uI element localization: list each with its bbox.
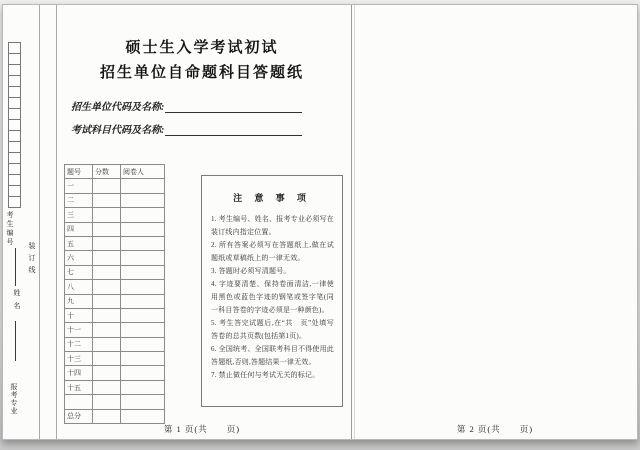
score-cell [93, 395, 121, 409]
score-cell [93, 251, 121, 265]
page-divider-line [351, 5, 352, 439]
score-cell [93, 294, 121, 308]
score-row [65, 409, 165, 423]
score-row [65, 323, 165, 337]
score-row [65, 208, 165, 222]
score-cell [93, 222, 121, 236]
score-col-header: 阅卷人 [121, 165, 165, 179]
score-col-header: 分数 [93, 165, 121, 179]
score-row [65, 395, 165, 409]
score-table-body [65, 179, 165, 424]
score-header-row [65, 165, 165, 179]
question-number-cell: 七 [65, 265, 93, 279]
score-row [65, 265, 165, 279]
question-number-cell: 十四 [65, 366, 93, 380]
score-row [65, 294, 165, 308]
question-number-cell: 九 [65, 294, 93, 308]
page-title: 硕士生入学考试初试 [125, 39, 279, 56]
name-label: 姓名 [13, 289, 21, 315]
admission-unit-field [71, 98, 302, 113]
score-cell [93, 337, 121, 351]
answer-sheet-spread [2, 4, 638, 440]
footer-page-2: 第 2 页(共 页) [456, 424, 534, 434]
notice-title: 注 意 事 项 [233, 193, 311, 203]
candidate-number-label: 考生编号 [6, 211, 14, 247]
score-row [65, 308, 165, 322]
notice-item: 4. 字迹要清楚、保持卷面清洁,一律使用黑色或蓝色字迹的钢笔或签字笔(同一科目答卷的字迹必须是一种颜色)。 [211, 280, 334, 314]
grader-cell [121, 308, 165, 322]
question-number-cell: 十五 [65, 380, 93, 394]
score-cell [93, 208, 121, 222]
grader-cell [121, 208, 165, 222]
name-fill-line [15, 321, 16, 361]
grader-cell [121, 337, 165, 351]
binding-rule-line-1 [39, 5, 40, 439]
question-number-cell: 十二 [65, 337, 93, 351]
grader-cell [121, 193, 165, 207]
question-number-cell: 六 [65, 251, 93, 265]
page-divider-shadow [354, 5, 355, 439]
notice-item: 3. 答题时必须写清题号。 [211, 267, 291, 275]
question-number-cell: 五 [65, 236, 93, 250]
notice-item: 5. 考生答完试题后,在“共 页”处填写答卷的总共页数(包括第1页)。 [211, 319, 334, 340]
score-row [65, 251, 165, 265]
grader-cell [121, 294, 165, 308]
question-number-cell: 十一 [65, 323, 93, 337]
question-number-cell: 三 [65, 208, 93, 222]
score-row [65, 366, 165, 380]
grader-cell [121, 236, 165, 250]
score-cell [93, 323, 121, 337]
candidate-number-box [8, 196, 21, 208]
question-number-cell: 二 [65, 193, 93, 207]
question-number-cell [65, 395, 93, 409]
footer-page-1: 第 1 页(共 页) [163, 424, 241, 434]
score-cell [93, 380, 121, 394]
admission-unit-fill-line [165, 102, 302, 113]
score-cell [93, 409, 121, 423]
candidate-number-fill-line [15, 248, 16, 286]
question-number-cell: 十 [65, 308, 93, 322]
candidate-number-box-grid [8, 43, 21, 208]
page-subtitle: 招生单位自命题科目答题纸 [99, 64, 304, 81]
grader-cell [121, 366, 165, 380]
score-row [65, 337, 165, 351]
score-table [64, 164, 165, 424]
notice-item: 1. 考生编号、姓名、报考专业必须写在装订线内指定位置。 [211, 215, 334, 236]
score-row [65, 179, 165, 193]
score-cell [93, 366, 121, 380]
grader-cell [121, 179, 165, 193]
score-row [65, 236, 165, 250]
question-number-cell: 四 [65, 222, 93, 236]
question-number-cell: 八 [65, 280, 93, 294]
score-row [65, 280, 165, 294]
notice-item: 7. 禁止做任何与考试无关的标记。 [211, 371, 320, 379]
score-col-header: 题号 [65, 165, 93, 179]
score-row [65, 222, 165, 236]
exam-subject-fill-line [165, 125, 302, 136]
major-label: 报考专业 [10, 383, 18, 415]
binding-line-label: 装订线 [28, 242, 36, 278]
grader-cell [121, 251, 165, 265]
grader-cell [121, 323, 165, 337]
score-cell [93, 179, 121, 193]
score-cell [93, 265, 121, 279]
grader-cell [121, 265, 165, 279]
score-cell [93, 280, 121, 294]
grader-cell [121, 352, 165, 366]
score-cell [93, 352, 121, 366]
grader-cell [121, 280, 165, 294]
grader-cell [121, 222, 165, 236]
notice-list [211, 213, 334, 382]
score-cell [93, 193, 121, 207]
notice-item: 2. 所有答案必须写在答题纸上,做在试题纸或草稿纸上的一律无效。 [211, 241, 334, 262]
score-cell [93, 236, 121, 250]
exam-subject-label: 考试科目代码及名称: [71, 125, 165, 136]
score-table-header [65, 165, 165, 179]
score-cell [93, 308, 121, 322]
question-number-cell: 一 [65, 179, 93, 193]
grader-cell [121, 395, 165, 409]
question-number-cell: 总分 [65, 409, 93, 423]
admission-unit-label: 招生单位代码及名称: [71, 102, 165, 113]
question-number-cell: 十三 [65, 352, 93, 366]
exam-subject-field [71, 121, 302, 136]
grader-cell [121, 380, 165, 394]
score-row [65, 193, 165, 207]
notice-box [201, 175, 343, 407]
grader-cell [121, 409, 165, 423]
notice-item: 6. 全国统考、全国联考科目不得使用此答题纸,否则,答题结果一律无效。 [211, 345, 334, 366]
score-row [65, 352, 165, 366]
score-row [65, 380, 165, 394]
